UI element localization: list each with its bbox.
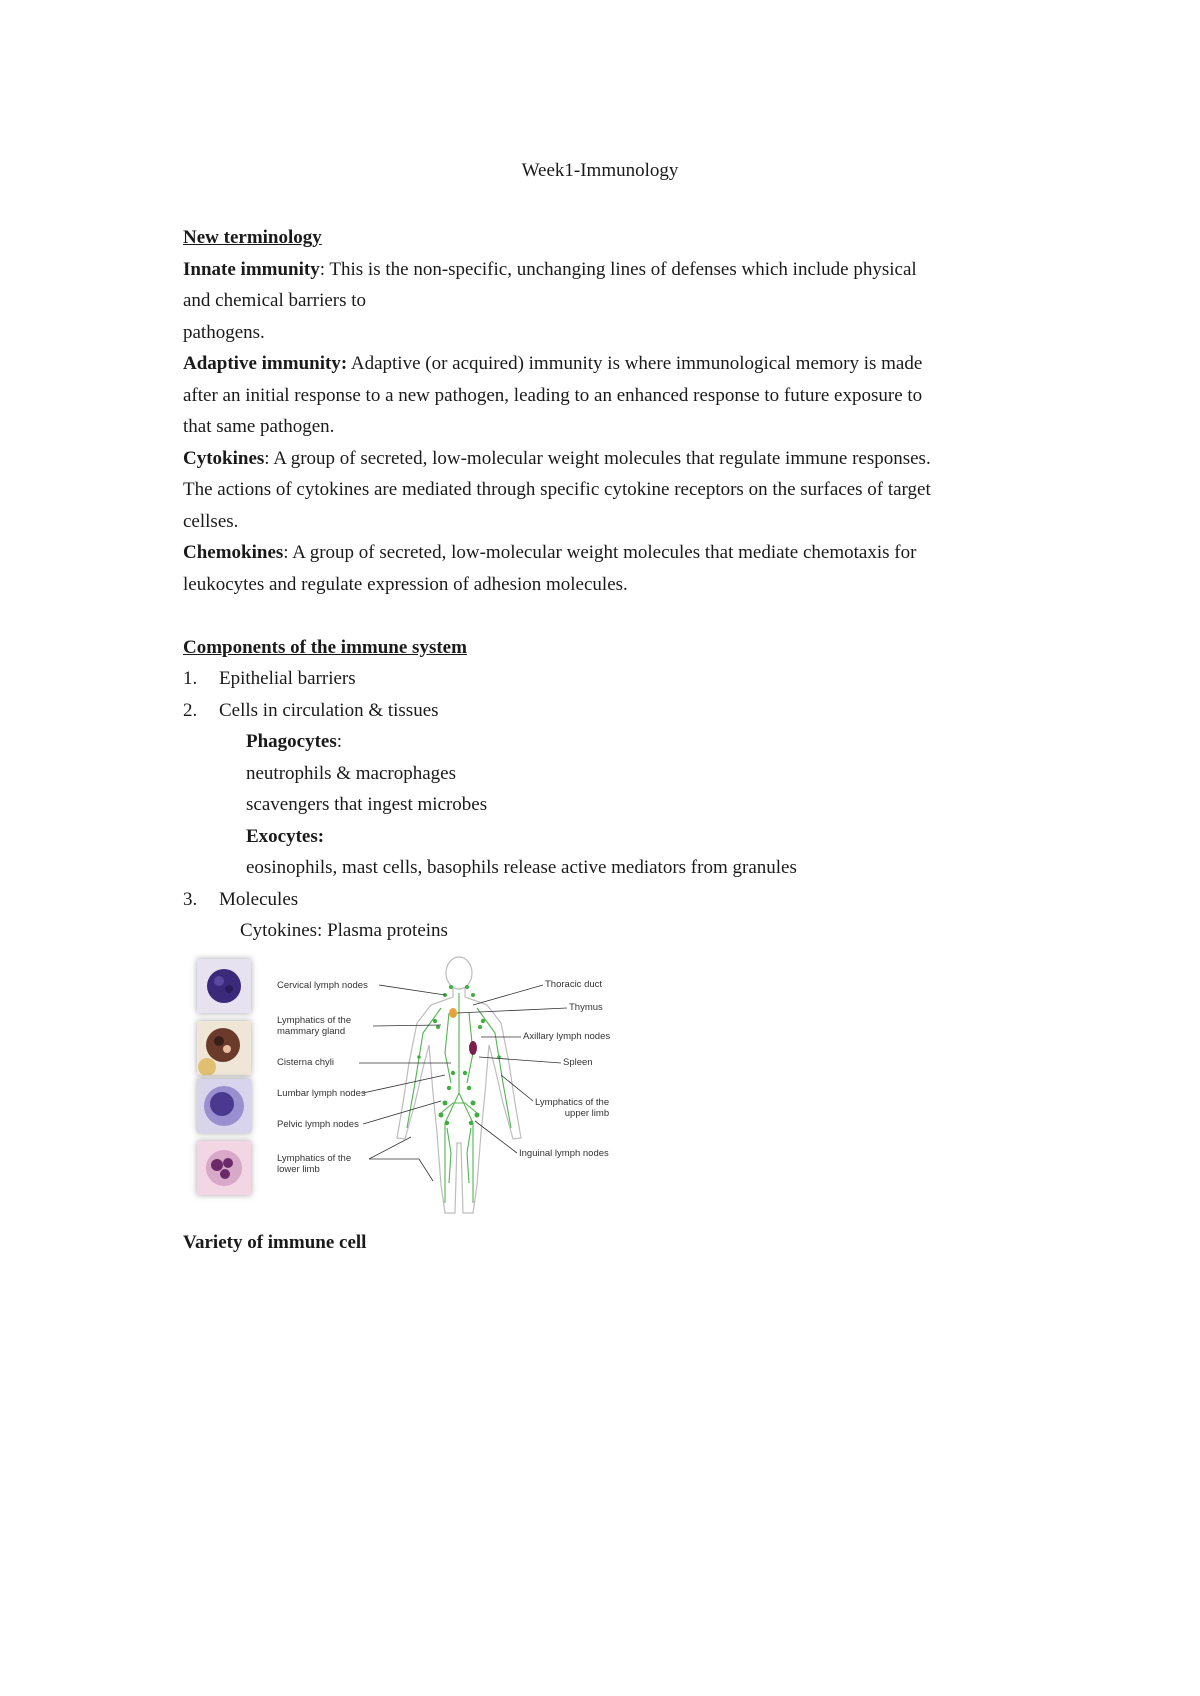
term-cytokines	[183, 443, 1023, 538]
term-label: Chemokines	[183, 542, 284, 563]
fig-label-thymus: Thymus	[569, 1001, 603, 1013]
terminology-heading: New terminology	[183, 227, 322, 248]
lymphatic-system-figure	[183, 953, 643, 1221]
components-heading: Components of the immune system	[183, 636, 467, 658]
phagocytes-label-line	[183, 726, 1023, 758]
term-label: Innate immunity	[183, 258, 320, 280]
phagocytes-line: scavengers that ingest microbes	[246, 794, 488, 815]
lymphatic-body-diagram	[183, 953, 643, 1221]
term-text: Adaptive (or acquired) immunity is where immunological memory is made	[347, 353, 923, 374]
fig-label-thoracic-duct: Thoracic duct	[545, 978, 603, 990]
fig-label-axillary-lymph-nodes: Axillary lymph nodes	[523, 1030, 611, 1042]
fig-label-pelvic-lymph-nodes: Pelvic lymph nodes	[277, 1118, 359, 1130]
list-text: Epithelial barriers	[219, 668, 356, 689]
fig-label-spleen: Spleen	[563, 1056, 593, 1068]
fig-label-lower-limb-lymphatics: Lymphatics of the lower limb	[277, 1152, 352, 1175]
term-text: and chemical barriers to	[183, 290, 367, 311]
term-chemokines	[183, 537, 1023, 600]
term-text: leukocytes and regulate expression of adhesion molecules.	[183, 573, 628, 595]
fig-label-inguinal-lymph-nodes: Inguinal lymph nodes	[519, 1147, 609, 1159]
phagocytes-line: neutrophils & macrophages	[246, 762, 457, 784]
spleen-organ	[469, 1041, 477, 1055]
fig-label-lumbar-lymph-nodes: Lumbar lymph nodes	[277, 1087, 366, 1099]
phagocytes-label: Phagocytes	[246, 731, 337, 752]
term-text: : A group of secreted, low-molecular weight molecules that mediate chemotaxis for	[283, 542, 917, 563]
list-text: Molecules	[219, 888, 299, 910]
molecules-line: Cytokines: Plasma proteins	[240, 920, 448, 941]
document-body	[183, 222, 1023, 1258]
fig-label-cervical-lymph-nodes: Cervical lymph nodes	[277, 979, 368, 991]
term-adaptive-immunity	[183, 348, 1023, 443]
term-label: Adaptive immunity:	[183, 353, 348, 374]
term-text: The actions of cytokines are mediated through specific cytokine receptors on the surfaces of target	[183, 479, 931, 500]
list-item	[183, 695, 1023, 727]
list-item	[183, 663, 1023, 695]
list-number: 3.	[183, 888, 198, 910]
thymus-organ	[449, 1008, 457, 1018]
fig-label-mammary-lymphatics: Lymphatics of the mammary gland	[277, 1014, 352, 1037]
list-text: Cells in circulation & tissues	[219, 699, 439, 721]
term-label: Cytokines	[183, 447, 265, 469]
term-text: that same pathogen.	[183, 416, 335, 437]
term-text: cellses.	[183, 510, 239, 532]
page-title: Week1-Immunology	[521, 160, 679, 181]
list-number: 2.	[183, 699, 198, 721]
term-text: : This is the non-specific, unchanging lines of defenses which include physical	[319, 258, 917, 280]
spacer	[183, 600, 1023, 632]
fig-label-upper-limb-lymphatics: Lymphatics of the upper limb	[535, 1096, 610, 1119]
list-item	[183, 884, 1023, 916]
term-text: pathogens.	[183, 321, 265, 343]
lymph-vessels	[407, 993, 511, 1203]
exocytes-line: eosinophils, mast cells, basophils release active mediators from granules	[246, 857, 797, 878]
exocytes-label: Exocytes:	[246, 825, 325, 847]
fig-label-cisterna-chyli: Cisterna chyli	[277, 1056, 335, 1068]
list-number: 1.	[183, 668, 198, 689]
variety-heading: Variety of immune cell	[183, 1231, 367, 1253]
term-text: after an initial response to a new pathogen, leading to an enhanced response to future exposure to	[183, 384, 923, 406]
term-innate-immunity	[183, 254, 1023, 349]
phagocytes-colon: :	[336, 731, 343, 752]
term-text: : A group of secreted, low-molecular weight molecules that regulate immune responses.	[264, 447, 931, 469]
